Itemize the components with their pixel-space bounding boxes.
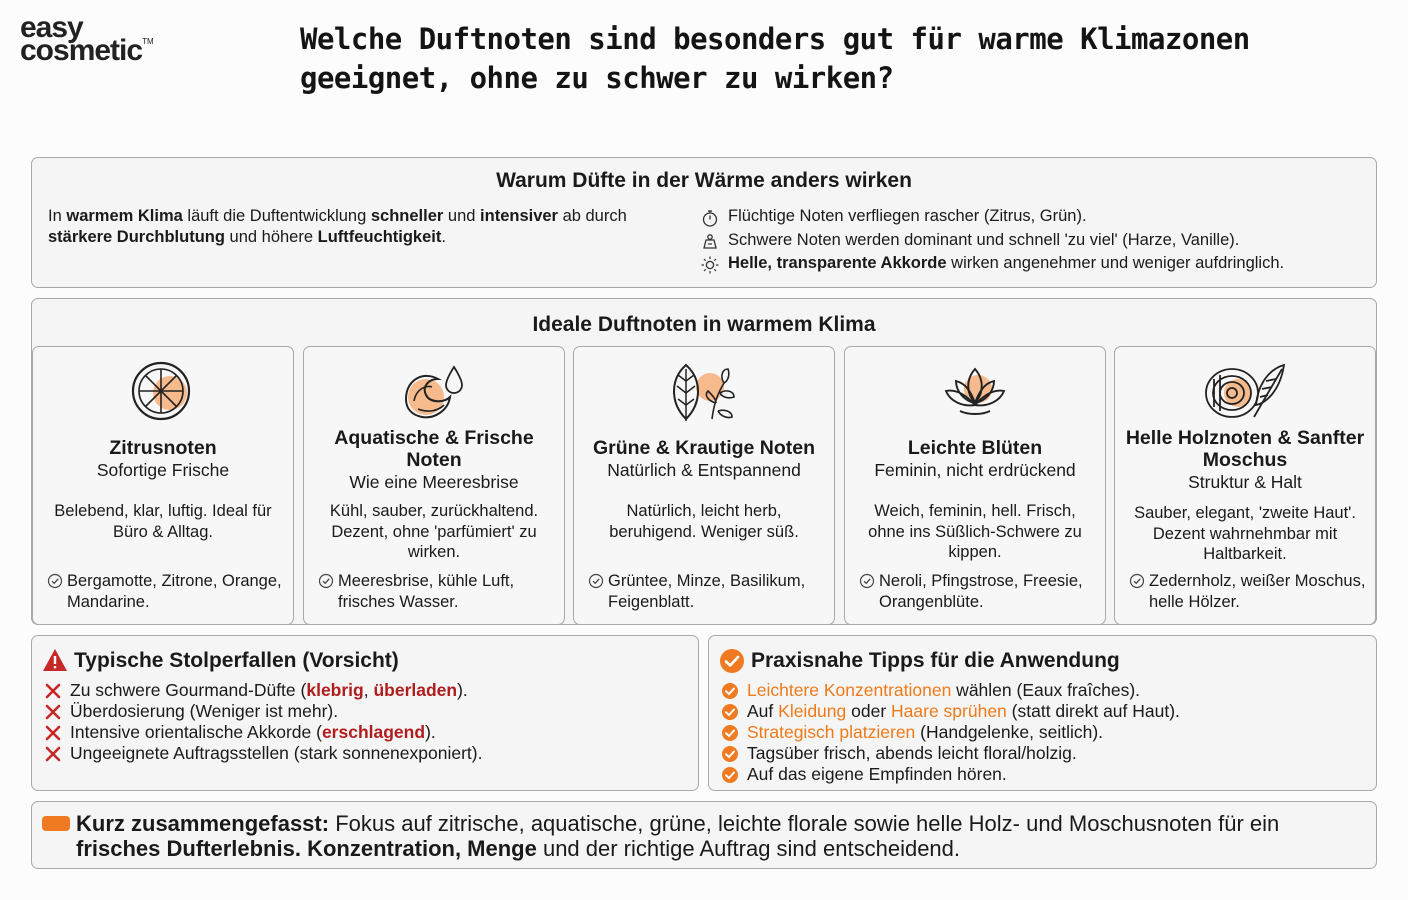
card-title: Leichte Blüten <box>907 437 1043 459</box>
warning-icon <box>42 648 68 674</box>
citrus-slice-icon <box>33 359 293 429</box>
why-points <box>700 205 1284 276</box>
x-icon <box>44 745 62 763</box>
why-panel <box>31 157 1377 288</box>
tip-item: Strategisch platzieren (Handgelenke, seitlich). <box>721 722 1180 743</box>
card-subtitle: Wie eine Meeresbrise <box>349 472 519 492</box>
note-card-aquatic <box>303 346 565 625</box>
note-card-flowers <box>844 346 1106 625</box>
pitfall-item: Intensive orientalische Akkorde (erschlagend). <box>44 722 482 743</box>
sun-icon <box>700 255 720 273</box>
check-circle-icon <box>721 745 739 763</box>
card-examples: Neroli, Pfingstrose, Freesie, Orangenblüte. <box>859 571 1097 612</box>
card-description: Belebend, klar, luftig. Ideal für Büro & Alltag. <box>54 502 272 541</box>
note-card-citrus <box>32 346 294 625</box>
tips-panel <box>708 635 1377 791</box>
check-circle-icon <box>318 573 338 612</box>
x-icon <box>44 703 62 721</box>
check-circle-icon <box>721 766 739 784</box>
card-examples: Bergamotte, Zitrone, Orange, Mandarine. <box>47 571 285 612</box>
why-intro: In warmem Klima läuft die Duftentwicklung schneller und intensiver ab durch stärkere Durchblutung und höhere Luftfeuchtigkeit. <box>48 207 627 246</box>
tips-list <box>721 680 1180 785</box>
note-card-green <box>573 346 835 625</box>
x-icon <box>44 724 62 742</box>
x-icon <box>44 682 62 700</box>
why-point: Helle, transparente Akkorde wirken angenehmer und weniger aufdringlich. <box>700 252 1284 276</box>
pitfall-item: Zu schwere Gourmand-Düfte (klebrig, überladen). <box>44 680 482 701</box>
card-description: Sauber, elegant, 'zweite Haut'. Dezent wahrnehmbar mit Haltbarkeit. <box>1134 504 1356 563</box>
summary-panel <box>31 801 1377 869</box>
tip-item: Leichtere Konzentrationen wählen (Eaux fraîches). <box>721 680 1180 701</box>
tip-item: Auf Kleidung oder Haare sprühen (statt direkt auf Haut). <box>721 701 1180 722</box>
tip-item: Tagsüber frisch, abends leicht floral/holzig. <box>721 743 1180 764</box>
why-title: Warum Düfte in der Wärme anders wirken <box>496 169 912 192</box>
card-title: Helle Holznoten & Sanfter Moschus <box>1125 427 1365 471</box>
page-title: Welche Duftnoten sind besonders gut für warme Klimazonen geeignet, ohne zu schwer zu wirken? <box>300 22 1250 95</box>
card-examples: Zedernholz, weißer Moschus, helle Hölzer. <box>1129 571 1367 612</box>
card-title: Zitrusnoten <box>109 437 217 459</box>
card-subtitle: Struktur & Halt <box>1188 472 1302 492</box>
card-subtitle: Natürlich & Entspannend <box>607 460 801 480</box>
summary-text: Kurz zusammengefasst: Fokus auf zitrische, aquatische, grüne, leichte florale sowie helle Holz- und Moschusnoten für ein frisches Dufterlebnis. Konzentration, Menge und der richtige Auftrag sind entscheidend. <box>76 811 1280 861</box>
lotus-flower-icon <box>845 359 1105 429</box>
check-circle-icon <box>1129 573 1149 612</box>
check-circle-icon <box>721 724 739 742</box>
brand-logo <box>20 11 154 68</box>
pitfalls-list <box>44 680 482 764</box>
check-circle-icon <box>47 573 67 612</box>
highlight-bar-icon <box>42 816 70 831</box>
why-point: Schwere Noten werden dominant und schnell 'zu viel' (Harze, Vanille). <box>700 229 1284 253</box>
why-point: Flüchtige Noten verfliegen rascher (Zitrus, Grün). <box>700 205 1284 229</box>
brand-line1: easy <box>20 11 83 44</box>
card-description: Natürlich, leicht herb, beruhigend. Weniger süß. <box>609 502 799 541</box>
check-badge-icon <box>719 648 745 674</box>
pitfalls-header: Typische Stolperfallen (Vorsicht) <box>42 648 399 674</box>
check-circle-icon <box>721 682 739 700</box>
check-circle-icon <box>588 573 608 612</box>
tip-item: Auf das eigene Empfinden hören. <box>721 764 1180 785</box>
tips-header: Praxisnahe Tipps für die Anwendung <box>719 648 1120 674</box>
weight-icon <box>700 231 720 249</box>
pitfall-item: Überdosierung (Weniger ist mehr). <box>44 701 482 722</box>
brand-tm: TM <box>142 37 154 47</box>
check-circle-icon <box>721 703 739 721</box>
card-title: Grüne & Krautige Noten <box>592 437 816 459</box>
wave-drop-icon <box>304 359 564 429</box>
card-subtitle: Sofortige Frische <box>96 460 230 480</box>
wood-feather-icon <box>1115 359 1375 429</box>
pitfall-item: Ungeeignete Auftragsstellen (stark sonnenexponiert). <box>44 743 482 764</box>
ideal-title: Ideale Duftnoten in warmem Klima <box>532 313 876 336</box>
leaf-herb-icon <box>574 359 834 429</box>
pitfalls-panel <box>31 635 699 791</box>
card-title: Aquatische & Frische Noten <box>334 427 534 471</box>
card-examples: Meeresbrise, kühle Luft, frisches Wasser. <box>318 571 556 612</box>
check-circle-icon <box>859 573 879 612</box>
brand-line2: cosmetic <box>20 34 143 68</box>
card-description: Weich, feminin, hell. Frisch, ohne ins Süßlich-Schwere zu kippen. <box>868 502 1082 561</box>
card-subtitle: Feminin, nicht erdrückend <box>874 460 1076 480</box>
card-description: Kühl, sauber, zurückhaltend. Dezent, ohne 'parfümiert' zu wirken. <box>329 502 539 561</box>
card-examples: Grüntee, Minze, Basilikum, Feigenblatt. <box>588 571 826 612</box>
stopwatch-icon <box>700 208 720 226</box>
note-card-wood-musk <box>1114 346 1376 625</box>
